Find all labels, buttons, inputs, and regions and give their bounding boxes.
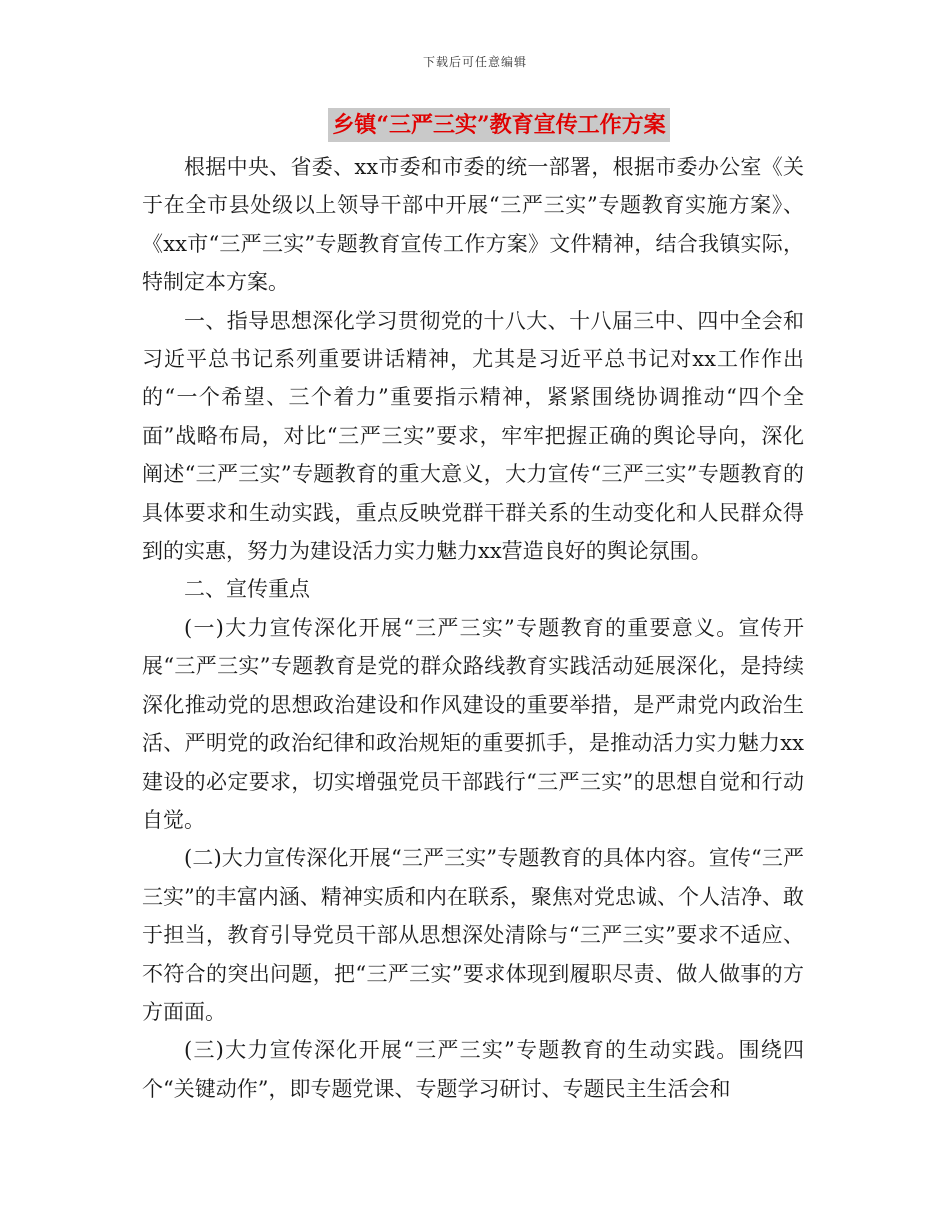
document-title: 乡镇“三严三实”教育宣传工作方案	[328, 108, 669, 142]
paragraph-intro: 根据中央、省委、xx市委和市委的统一部署，根据市委办公室《关于在全市县处级以上领导干部中开展“三严三实”专题教育实施方案》、《xx市“三严三实”专题教育宣传工作方案》文件精神，结合我镇实际，特制定本方案。	[142, 155, 804, 295]
header-note: 下载后可任意编辑	[422, 55, 527, 69]
paragraph-focus-2: (二)大力宣传深化开展“三严三实”专题教育的具体内容。宣传“三严三实”的丰富内涵、精神实质和内在联系，聚焦对党忠诚、个人洁净、敢于担当，教育引导党员干部从思想深处清除与“三严三实”要求不适应、不符合的突出问题，把“三严三实”要求体现到履职尽责、做人做事的方方面面。	[142, 846, 804, 1024]
section-heading-publicity-focus: 二、宣传重点	[184, 577, 310, 602]
paragraph-guiding-thought: 一、指导思想深化学习贯彻党的十八大、十八届三中、四中全会和习近平总书记系列重要讲话精神，尤其是习近平总书记对xx工作作出的“一个希望、三个着力”重要指示精神，紧紧围绕协调推动“四个全面”战略布局，对比“三严三实”要求，牢牢把握正确的舆论导向，深化阐述“三严三实”专题教育的重大意义，大力宣传“三严三实”专题教育的具体要求和生动实践，重点反映党群干群关系的生动变化和人民群众得到的实惠，努力为建设活力实力魅力xx营造良好的舆论氛围。	[142, 308, 804, 564]
paragraph-focus-1: (一)大力宣传深化开展“三严三实”专题教育的重要意义。宣传开展“三严三实”专题教育是党的群众路线教育实践活动延展深化，是持续深化推动党的思想政治建设和作风建设的重要举措，是严肃党内政治生活、严明党的政治纪律和政治规矩的重要抓手，是推动活力实力魅力xx建设的必定要求，切实增强党员干部践行“三严三实”的思想自觉和行动自觉。	[142, 615, 804, 832]
paragraph-focus-3: (三)大力宣传深化开展“三严三实”专题教育的生动实践。围绕四个“关键动作”，即专题党课、专题学习研讨、专题民主生活会和	[142, 1038, 804, 1101]
document-body	[142, 148, 804, 1108]
document-title-wrapper	[0, 108, 950, 142]
